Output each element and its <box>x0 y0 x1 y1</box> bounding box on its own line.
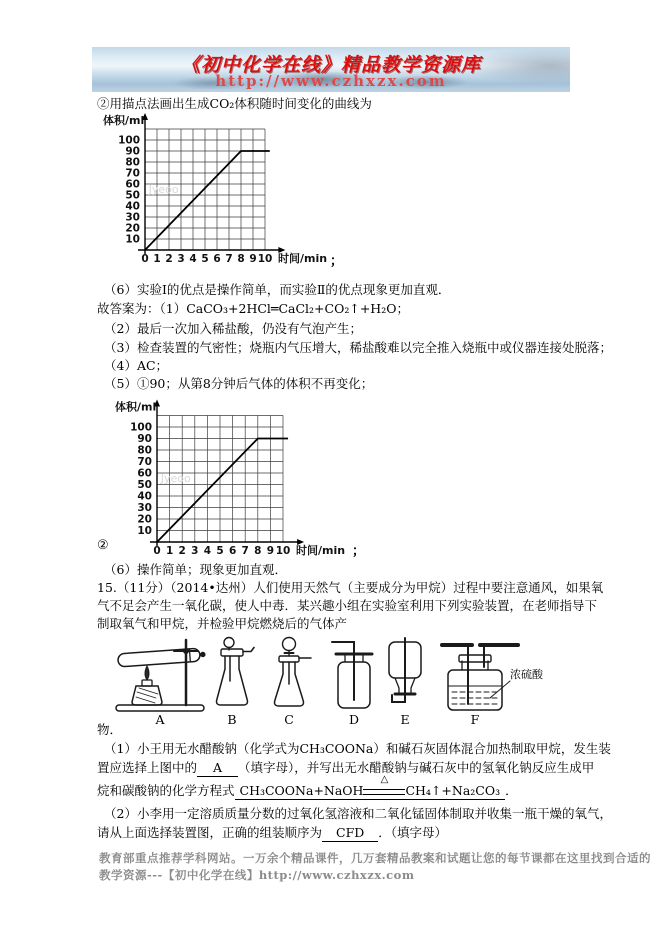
svg-text:体积/ml: 体积/ml <box>115 400 157 414</box>
svg-text:Jyeoo: Jyeoo <box>160 472 191 486</box>
reagent-label: 浓硫酸 <box>510 668 543 681</box>
part2-line-2-pre: 请从上面选择装置图，正确的组装顺序为 <box>97 825 323 840</box>
equation-blank <box>235 774 506 800</box>
svg-text:30: 30 <box>125 211 140 224</box>
svg-text:体积/ml: 体积/ml <box>103 114 145 127</box>
q15-line-1: 15.（11分）（2014•达州）人们使用天然气（主要成分为甲烷）过程中要注意通风，如果氧 <box>97 580 604 595</box>
part1-line-2 <box>97 760 594 777</box>
svg-text:40: 40 <box>137 490 152 503</box>
part1-line-3-pre: 烷和碳酸钠的化学方程式 <box>97 783 235 798</box>
svg-text:50: 50 <box>125 189 140 202</box>
svg-text:4: 4 <box>203 545 212 557</box>
svg-text:10: 10 <box>125 233 140 246</box>
answer-line-5: （5）①90；从第8分钟后气体的体积不再变化； <box>104 376 374 391</box>
chart-2-semicolon: ； <box>352 544 366 559</box>
answer-blank-1: A <box>197 760 238 777</box>
banner-url: http://www.czhxzx.com <box>215 72 447 90</box>
apparatus-b <box>208 636 256 727</box>
svg-text:8: 8 <box>237 253 245 265</box>
svg-text:1: 1 <box>153 253 161 265</box>
svg-text:90: 90 <box>125 145 140 158</box>
part1-line-3-post: ． <box>505 783 518 798</box>
part2-line-2 <box>97 825 447 842</box>
equation-left: CH₃COONa+NaOH <box>239 783 364 798</box>
svg-text:3: 3 <box>177 253 185 265</box>
svg-text:6: 6 <box>213 253 221 265</box>
svg-text:时间/min: 时间/min <box>278 252 328 265</box>
part1-line-3 <box>97 774 518 800</box>
equation-condition: △ <box>380 774 389 785</box>
answer-line-6-experiments: （6）实验Ⅰ的优点是操作简单，而实验Ⅱ的优点现象更加直观． <box>104 282 451 297</box>
equation-right: CH₄↑+Na₂CO₃ <box>405 783 501 798</box>
volume-time-chart-2 <box>110 396 366 564</box>
svg-text:6: 6 <box>228 545 237 557</box>
heating-test-tube-diagram <box>110 636 210 714</box>
svg-text:10: 10 <box>137 525 152 537</box>
gas-washing-bottle-diagram <box>440 636 560 714</box>
svg-text:60: 60 <box>125 178 140 191</box>
apparatus-label-f: F <box>470 712 480 727</box>
apparatus-c <box>265 636 313 727</box>
svg-text:80: 80 <box>137 444 152 457</box>
svg-text:10: 10 <box>257 253 273 265</box>
gas-bottle-upright-diagram <box>330 636 378 714</box>
intro-line: ②用描点法画出生成CO₂体积随时间变化的曲线为 <box>97 96 372 111</box>
svg-text:时间/min: 时间/min <box>296 544 346 557</box>
part2-line-2-post: ．（填字母） <box>378 825 448 840</box>
svg-text:2: 2 <box>165 253 173 265</box>
answer-line-2: （2）最后一次加入稀盐酸，仍没有气泡产生； <box>104 321 362 336</box>
apparatus-e <box>382 636 428 727</box>
svg-text:Jyeoo: Jyeoo <box>148 182 179 196</box>
answer-line-4: （4）AC； <box>104 358 169 373</box>
svg-text:5: 5 <box>201 253 209 265</box>
part1-line-1: （1）小王用无水醋酸钠（化学式为CH₃COONa）和碱石灰固体混合加热制取甲烷，发生装 <box>104 741 611 756</box>
answer-intro-line: 故答案为：（1）CaCO₃+2HCl═CaCl₂+CO₂↑+H₂O； <box>97 301 409 316</box>
q15-line-4: 物． <box>97 722 123 737</box>
svg-text:7: 7 <box>225 253 233 265</box>
svg-text:10: 10 <box>275 545 291 557</box>
header-banner <box>92 47 570 92</box>
svg-text:70: 70 <box>137 456 152 468</box>
apparatus-label-d: D <box>348 712 360 727</box>
svg-text:80: 80 <box>125 156 140 169</box>
svg-text:90: 90 <box>137 433 152 445</box>
svg-text:40: 40 <box>125 200 140 213</box>
banner-title: 《初中化学在线》精品教学资源库 <box>180 54 481 76</box>
svg-text:0: 0 <box>141 253 149 265</box>
svg-text:30: 30 <box>137 502 152 514</box>
svg-text:5: 5 <box>216 545 224 557</box>
part2-line-1: （2）小李用一定溶质质量分数的过氧化氢溶液和二氧化锰固体制取并收集一瓶干燥的氧气， <box>104 806 612 821</box>
circle-2-marker: ② <box>97 538 109 553</box>
flask-separating-funnel-diagram <box>265 636 313 714</box>
equation-condition-arrow <box>363 774 405 796</box>
svg-text:9: 9 <box>266 545 275 557</box>
part1-line-2-post: （填字母），并写出无水醋酸钠与碱石灰中的氢氧化钠反应生成甲 <box>238 760 595 775</box>
svg-text:60: 60 <box>137 467 152 480</box>
svg-text:8: 8 <box>254 545 262 557</box>
svg-text:1: 1 <box>165 545 174 557</box>
volume-time-chart-1 <box>100 110 345 270</box>
svg-text:2: 2 <box>178 545 186 557</box>
q15-line-3: 制取氧气和甲烷，并检验甲烷燃烧后的气体产 <box>97 616 348 631</box>
chart-1-semicolon: ； <box>330 254 344 269</box>
svg-text:100: 100 <box>118 134 140 147</box>
apparatus-figure <box>100 636 570 728</box>
apparatus-label-e: E <box>400 712 410 727</box>
q15-line-2: 气不足会产生一氧化碳，使人中毒．某兴趣小组在实验室利用下列实验装置，在老师指导下 <box>97 598 598 613</box>
apparatus-d <box>330 636 378 727</box>
answer-line-6-short: （6）操作简单；现象更加直观． <box>104 562 287 577</box>
apparatus-label-c: C <box>284 712 294 727</box>
svg-text:70: 70 <box>125 167 140 180</box>
footer-line-2: 教学资源---【初中化学在线】http://www.czhxzx.com <box>99 868 415 882</box>
apparatus-a <box>110 636 210 727</box>
equation-double-line <box>363 789 405 795</box>
footer-line-1: 教育部重点推荐学科网站。一万余个精品课件，几万套精品教案和试题让您的每节课都在这里找到合适的 <box>99 851 651 865</box>
gas-bottle-inverted-diagram <box>382 636 428 714</box>
part1-line-2-pre: 置应选择上图中的 <box>97 760 198 775</box>
svg-text:50: 50 <box>137 479 152 491</box>
apparatus-f <box>440 636 560 727</box>
answer-line-3: （3）检查装置的气密性；烧瓶内气压增大，稀盐酸难以完全推入烧瓶中或仪器连接处脱落； <box>104 340 612 355</box>
apparatus-label-a: A <box>155 712 165 727</box>
svg-text:9: 9 <box>249 253 257 265</box>
svg-text:20: 20 <box>125 222 140 235</box>
svg-text:100: 100 <box>130 421 152 434</box>
apparatus-label-b: B <box>227 712 237 727</box>
answer-blank-2: CFD <box>322 825 378 842</box>
svg-text:3: 3 <box>191 545 199 557</box>
svg-text:20: 20 <box>137 513 152 526</box>
svg-text:4: 4 <box>189 253 197 265</box>
svg-text:0: 0 <box>153 545 161 557</box>
flask-bulb-funnel-diagram <box>208 636 256 714</box>
svg-text:7: 7 <box>241 545 249 557</box>
